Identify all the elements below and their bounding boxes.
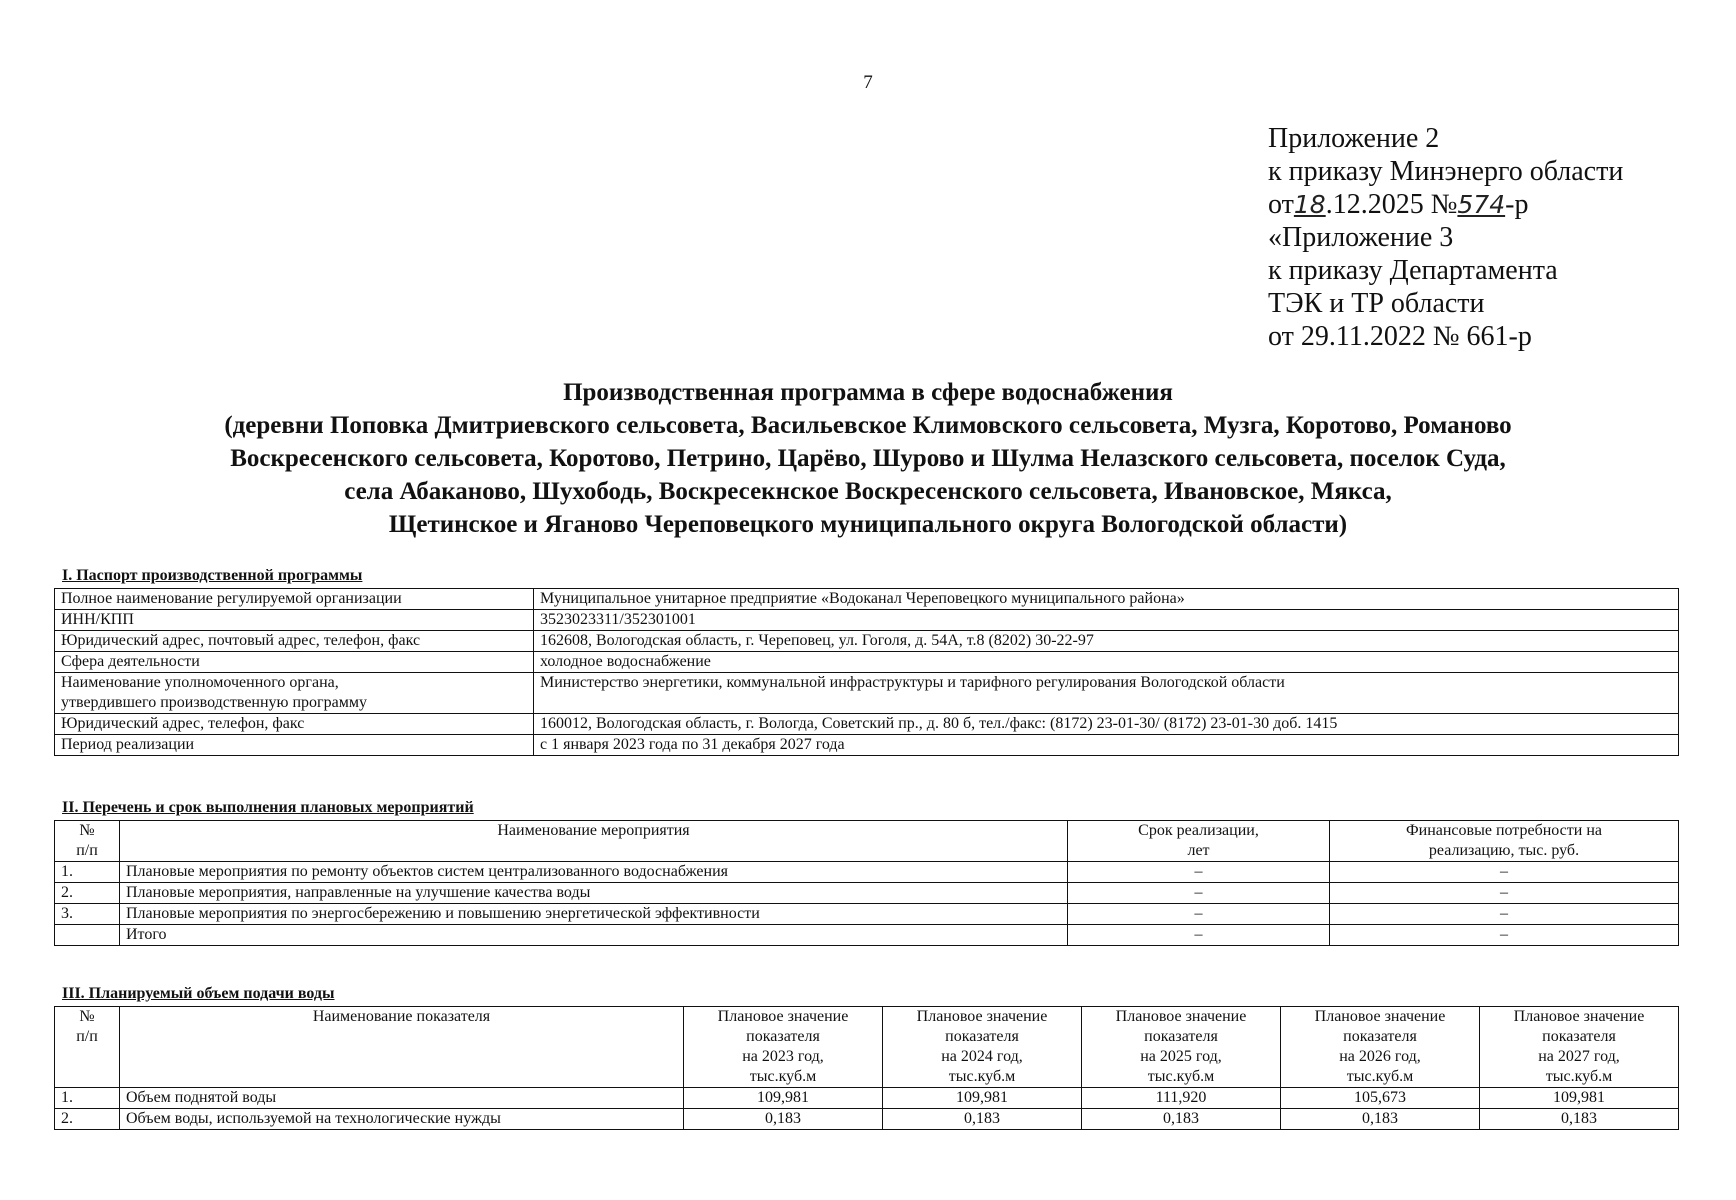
header-line: тыс.куб.м <box>1545 1068 1613 1085</box>
section-3-title: III. Планируемый объем подачи воды <box>62 985 335 1002</box>
cell-name: Плановые мероприятия, направленные на улучшение качества воды <box>120 883 1068 904</box>
row-label: Полное наименование регулируемой организации <box>55 589 534 610</box>
water-volume-table <box>54 1006 1679 1130</box>
table-row <box>55 610 1679 631</box>
appendix-date: .12.2025 № <box>1325 189 1458 220</box>
cell-num: 1. <box>55 862 120 883</box>
cell-value: 109,981 <box>883 1088 1082 1109</box>
header-year <box>1082 1007 1281 1088</box>
table-row <box>55 862 1679 883</box>
table-row <box>55 589 1679 610</box>
header-year <box>1480 1007 1679 1088</box>
title-line: села Абаканово, Шухободь, Воскресекнское Воскресенского сельсовета, Ивановское, Мякса, <box>344 478 1392 505</box>
table-row <box>55 652 1679 673</box>
header-line: № <box>79 1008 95 1025</box>
cell-term: – <box>1068 904 1330 925</box>
header-name: Наименование показателя <box>120 1007 684 1088</box>
table-header-row <box>55 821 1679 862</box>
cell-num: 3. <box>55 904 120 925</box>
cell-value: 0,183 <box>1480 1109 1679 1130</box>
header-line: на 2023 год, <box>742 1048 824 1065</box>
cell-term: – <box>1068 883 1330 904</box>
header-line: лет <box>1187 842 1210 859</box>
row-value: Муниципальное унитарное предприятие «Водоканал Череповецкого муниципального района» <box>534 589 1679 610</box>
header-line: Финансовые потребности на <box>1406 822 1602 839</box>
header-year <box>1281 1007 1480 1088</box>
header-line: на 2025 год, <box>1140 1048 1222 1065</box>
handwritten-day: 18 <box>1293 190 1326 219</box>
table-row <box>55 714 1679 735</box>
appendix-line: к приказу Минэнерго области <box>1268 156 1624 187</box>
cell-finance: – <box>1330 862 1679 883</box>
cell-num <box>55 925 120 946</box>
cell-num: 1. <box>55 1088 120 1109</box>
header-line: тыс.куб.м <box>1346 1068 1414 1085</box>
row-value: холодное водоснабжение <box>534 652 1679 673</box>
header-line: реализацию, тыс. руб. <box>1428 842 1580 859</box>
row-label: ИНН/КПП <box>55 610 534 631</box>
table-row <box>55 925 1679 946</box>
header-line: Плановое значение <box>1115 1008 1247 1025</box>
table-row <box>55 735 1679 756</box>
table-row <box>55 883 1679 904</box>
title-line: Воскресенского сельсовета, Коротово, Петрино, Царёво, Шурово и Шулма Нелазского сельсовета, поселок Суда, <box>230 445 1506 472</box>
section-1-title: I. Паспорт производственной программы <box>62 567 363 584</box>
header-line: на 2026 год, <box>1339 1048 1421 1065</box>
header-line: тыс.куб.м <box>749 1068 817 1085</box>
appendix-block <box>1268 122 1623 353</box>
appendix-order-line <box>1268 188 1623 221</box>
cell-value: 0,183 <box>1281 1109 1480 1130</box>
table-row <box>55 904 1679 925</box>
header-line: тыс.куб.м <box>948 1068 1016 1085</box>
cell-value: 0,183 <box>684 1109 883 1130</box>
row-value: 160012, Вологодская область, г. Вологда, Советский пр., д. 80 б, тел./факс: (8172) 23-01-30/ (8172) 23-01-30 доб. 1415 <box>534 714 1679 735</box>
header-num <box>55 1007 120 1088</box>
cell-term: – <box>1068 925 1330 946</box>
appendix-line: к приказу Департамента <box>1268 255 1558 286</box>
row-label: Юридический адрес, телефон, факс <box>55 714 534 735</box>
section-2-title: II. Перечень и срок выполнения плановых мероприятий <box>62 799 474 816</box>
appendix-line: ТЭК и ТР области <box>1268 288 1485 319</box>
page-number: 7 <box>863 72 873 93</box>
document-title <box>0 376 1736 541</box>
row-label <box>55 673 534 714</box>
row-label-line: Наименование уполномоченного органа, <box>61 674 339 691</box>
row-label-line: утвердившего производственную программу <box>61 694 367 711</box>
title-line: Щетинское и Яганово Череповецкого муниципального округа Вологодской области) <box>388 511 1348 538</box>
row-value: Министерство энергетики, коммунальной инфраструктуры и тарифного регулирования Вологодской области <box>534 673 1679 714</box>
row-value: 162608, Вологодская область, г. Череповец, ул. Гоголя, д. 54А, т.8 (8202) 30-22-97 <box>534 631 1679 652</box>
header-year <box>883 1007 1082 1088</box>
table-row <box>55 1109 1679 1130</box>
header-line: Плановое значение <box>717 1008 849 1025</box>
cell-name: Объем поднятой воды <box>120 1088 684 1109</box>
cell-name: Плановые мероприятия по ремонту объектов систем централизованного водоснабжения <box>120 862 1068 883</box>
table-header-row <box>55 1007 1679 1088</box>
header-line: показателя <box>746 1028 820 1045</box>
header-line: показателя <box>1144 1028 1218 1045</box>
table-row <box>55 631 1679 652</box>
header-finance <box>1330 821 1679 862</box>
header-line: показателя <box>1343 1028 1417 1045</box>
cell-finance: – <box>1330 904 1679 925</box>
measures-table <box>54 820 1679 946</box>
table-row <box>55 1088 1679 1109</box>
header-line: на 2024 год, <box>941 1048 1023 1065</box>
cell-name: Итого <box>120 925 1068 946</box>
appendix-line: от 29.11.2022 № 661-р <box>1268 321 1532 352</box>
header-line: тыс.куб.м <box>1147 1068 1215 1085</box>
cell-name: Плановые мероприятия по энергосбережению и повышению энергетической эффективности <box>120 904 1068 925</box>
header-line: на 2027 год, <box>1538 1048 1620 1065</box>
handwritten-number: 574 <box>1457 190 1506 219</box>
cell-value: 111,920 <box>1082 1088 1281 1109</box>
appendix-line: «Приложение 3 <box>1268 222 1454 253</box>
cell-value: 105,673 <box>1281 1088 1480 1109</box>
appendix-line: Приложение 2 <box>1268 123 1440 154</box>
row-value: с 1 января 2023 года по 31 декабря 2027 года <box>534 735 1679 756</box>
title-line: Производственная программа в сфере водоснабжения <box>563 379 1173 406</box>
header-line: п/п <box>76 1028 98 1045</box>
cell-num: 2. <box>55 1109 120 1130</box>
cell-finance: – <box>1330 925 1679 946</box>
row-label: Юридический адрес, почтовый адрес, телефон, факс <box>55 631 534 652</box>
header-line: Плановое значение <box>1513 1008 1645 1025</box>
header-line: п/п <box>76 842 98 859</box>
table-row <box>55 673 1679 714</box>
header-name: Наименование мероприятия <box>120 821 1068 862</box>
header-line: Плановое значение <box>916 1008 1048 1025</box>
row-label: Период реализации <box>55 735 534 756</box>
header-term <box>1068 821 1330 862</box>
cell-num: 2. <box>55 883 120 904</box>
cell-term: – <box>1068 862 1330 883</box>
title-line: (деревни Поповка Дмитриевского сельсовета, Васильевское Климовского сельсовета, Музга, Коротово, Романово <box>224 412 1512 439</box>
header-num <box>55 821 120 862</box>
header-line: показателя <box>945 1028 1019 1045</box>
header-year <box>684 1007 883 1088</box>
cell-value: 109,981 <box>684 1088 883 1109</box>
row-label: Сфера деятельности <box>55 652 534 673</box>
appendix-suffix: -р <box>1505 189 1529 220</box>
passport-table <box>54 588 1679 756</box>
cell-name: Объем воды, используемой на технологические нужды <box>120 1109 684 1130</box>
row-value: 3523023311/352301001 <box>534 610 1679 631</box>
cell-finance: – <box>1330 883 1679 904</box>
header-line: показателя <box>1542 1028 1616 1045</box>
cell-value: 0,183 <box>883 1109 1082 1130</box>
header-line: Плановое значение <box>1314 1008 1446 1025</box>
header-line: Срок реализации, <box>1138 822 1259 839</box>
header-line: № <box>79 822 95 839</box>
cell-value: 0,183 <box>1082 1109 1281 1130</box>
cell-value: 109,981 <box>1480 1088 1679 1109</box>
appendix-prefix: от <box>1268 189 1294 220</box>
